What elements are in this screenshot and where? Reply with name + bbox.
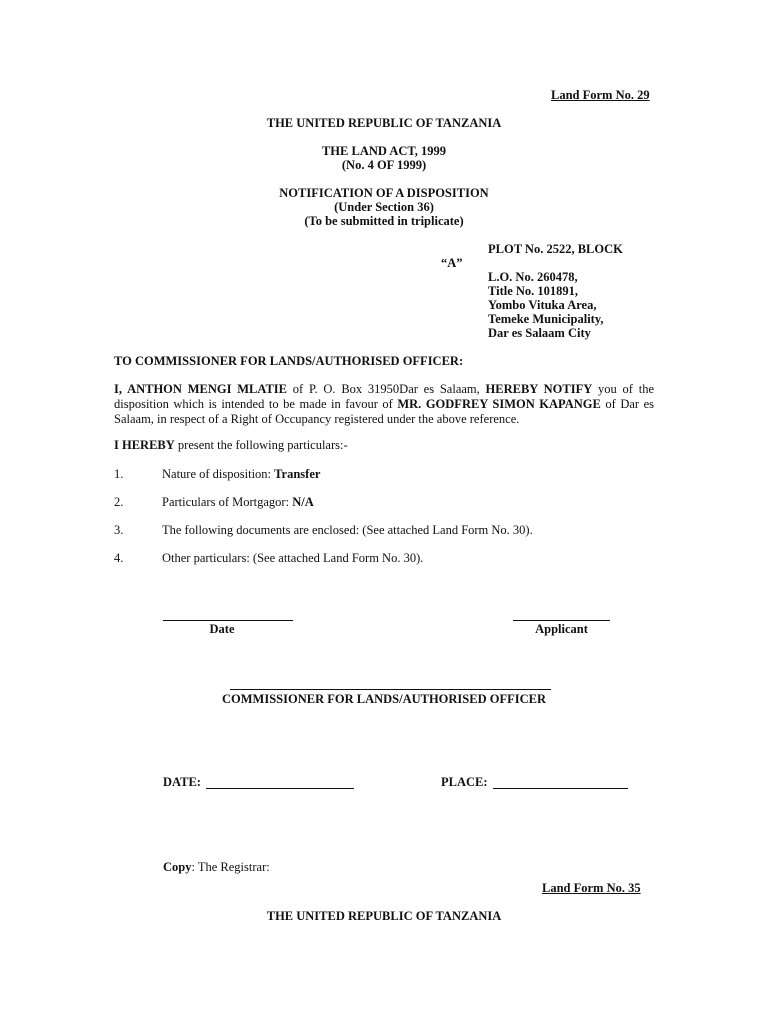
item-text	[162, 551, 423, 566]
section-reference: (Under Section 36)	[334, 200, 434, 214]
commissioner-label: COMMISSIONER FOR LANDS/AUTHORISED OFFICER	[222, 692, 546, 706]
copy-bold: Copy	[163, 860, 192, 874]
republic-heading: THE UNITED REPUBLIC OF TANZANIA	[266, 116, 502, 130]
area-name: Yombo Vituka Area,	[488, 298, 597, 312]
copy-line	[163, 860, 270, 875]
lo-number: L.O. No. 260478,	[488, 270, 578, 284]
notify-phrase: HEREBY NOTIFY	[485, 382, 593, 396]
city-name: Dar es Salaam City	[488, 326, 591, 340]
footer-republic-heading: THE UNITED REPUBLIC OF TANZANIA	[266, 909, 502, 923]
present-line	[114, 438, 348, 453]
item-value: Transfer	[274, 467, 321, 481]
item-text	[162, 523, 533, 538]
item-number: 4.	[114, 551, 124, 565]
item-label: The following documents are enclosed: (See attached Land Form No. 30).	[162, 523, 533, 537]
form-number-top: Land Form No. 29	[551, 88, 650, 102]
triplicate-note: (To be submitted in triplicate)	[304, 214, 464, 228]
act-heading: THE LAND ACT, 1999	[321, 144, 447, 158]
form-number-bottom: Land Form No. 35	[542, 881, 641, 895]
item-value: N/A	[292, 495, 314, 509]
item-number: 1.	[114, 467, 124, 481]
applicant-name: I, ANTHON MENGI MLATIE	[114, 382, 287, 396]
item-text	[162, 495, 314, 510]
item-label: Other particulars: (See attached Land Form No. 30).	[162, 551, 424, 565]
present-text: present the following particulars:-	[174, 438, 348, 452]
notice-text-3: of Dar es Salaam, in respect of a Right of Occupancy registered under the above reference.	[114, 397, 654, 426]
place-field-label: PLACE:	[441, 775, 488, 789]
applicant-label: Applicant	[535, 622, 588, 636]
municipality-name: Temeke Municipality,	[488, 312, 604, 326]
date-field-line[interactable]	[206, 788, 354, 789]
commissioner-signature-line[interactable]	[230, 689, 551, 690]
addressee-line: TO COMMISSIONER FOR LANDS/AUTHORISED OFFICER:	[114, 354, 464, 368]
transferee-name: MR. GODFREY SIMON KAPANGE	[397, 397, 601, 411]
notice-paragraph	[114, 382, 654, 427]
applicant-signature-line[interactable]	[513, 620, 610, 621]
plot-line: PLOT No. 2522, BLOCK	[488, 242, 623, 256]
item-number: 2.	[114, 495, 124, 509]
notice-text-1: of P. O. Box 31950Dar es Salaam,	[287, 382, 486, 396]
item-text	[162, 467, 320, 482]
plot-block: “A”	[441, 256, 463, 270]
notice-text-2: you of the disposition which is intended to be made in favour of	[114, 382, 654, 411]
place-field-line[interactable]	[493, 788, 628, 789]
item-label: Nature of disposition:	[162, 467, 275, 481]
present-bold: I HEREBY	[114, 438, 175, 452]
copy-text: : The Registrar:	[191, 860, 270, 874]
date-signature-line[interactable]	[163, 620, 293, 621]
item-label: Particulars of Mortgagor:	[162, 495, 293, 509]
item-number: 3.	[114, 523, 124, 537]
act-number: (No. 4 OF 1999)	[341, 158, 427, 172]
notification-title: NOTIFICATION OF A DISPOSITION	[279, 186, 489, 200]
title-number: Title No. 101891,	[488, 284, 579, 298]
date-label: Date	[209, 622, 235, 636]
date-field-label: DATE:	[163, 775, 201, 789]
